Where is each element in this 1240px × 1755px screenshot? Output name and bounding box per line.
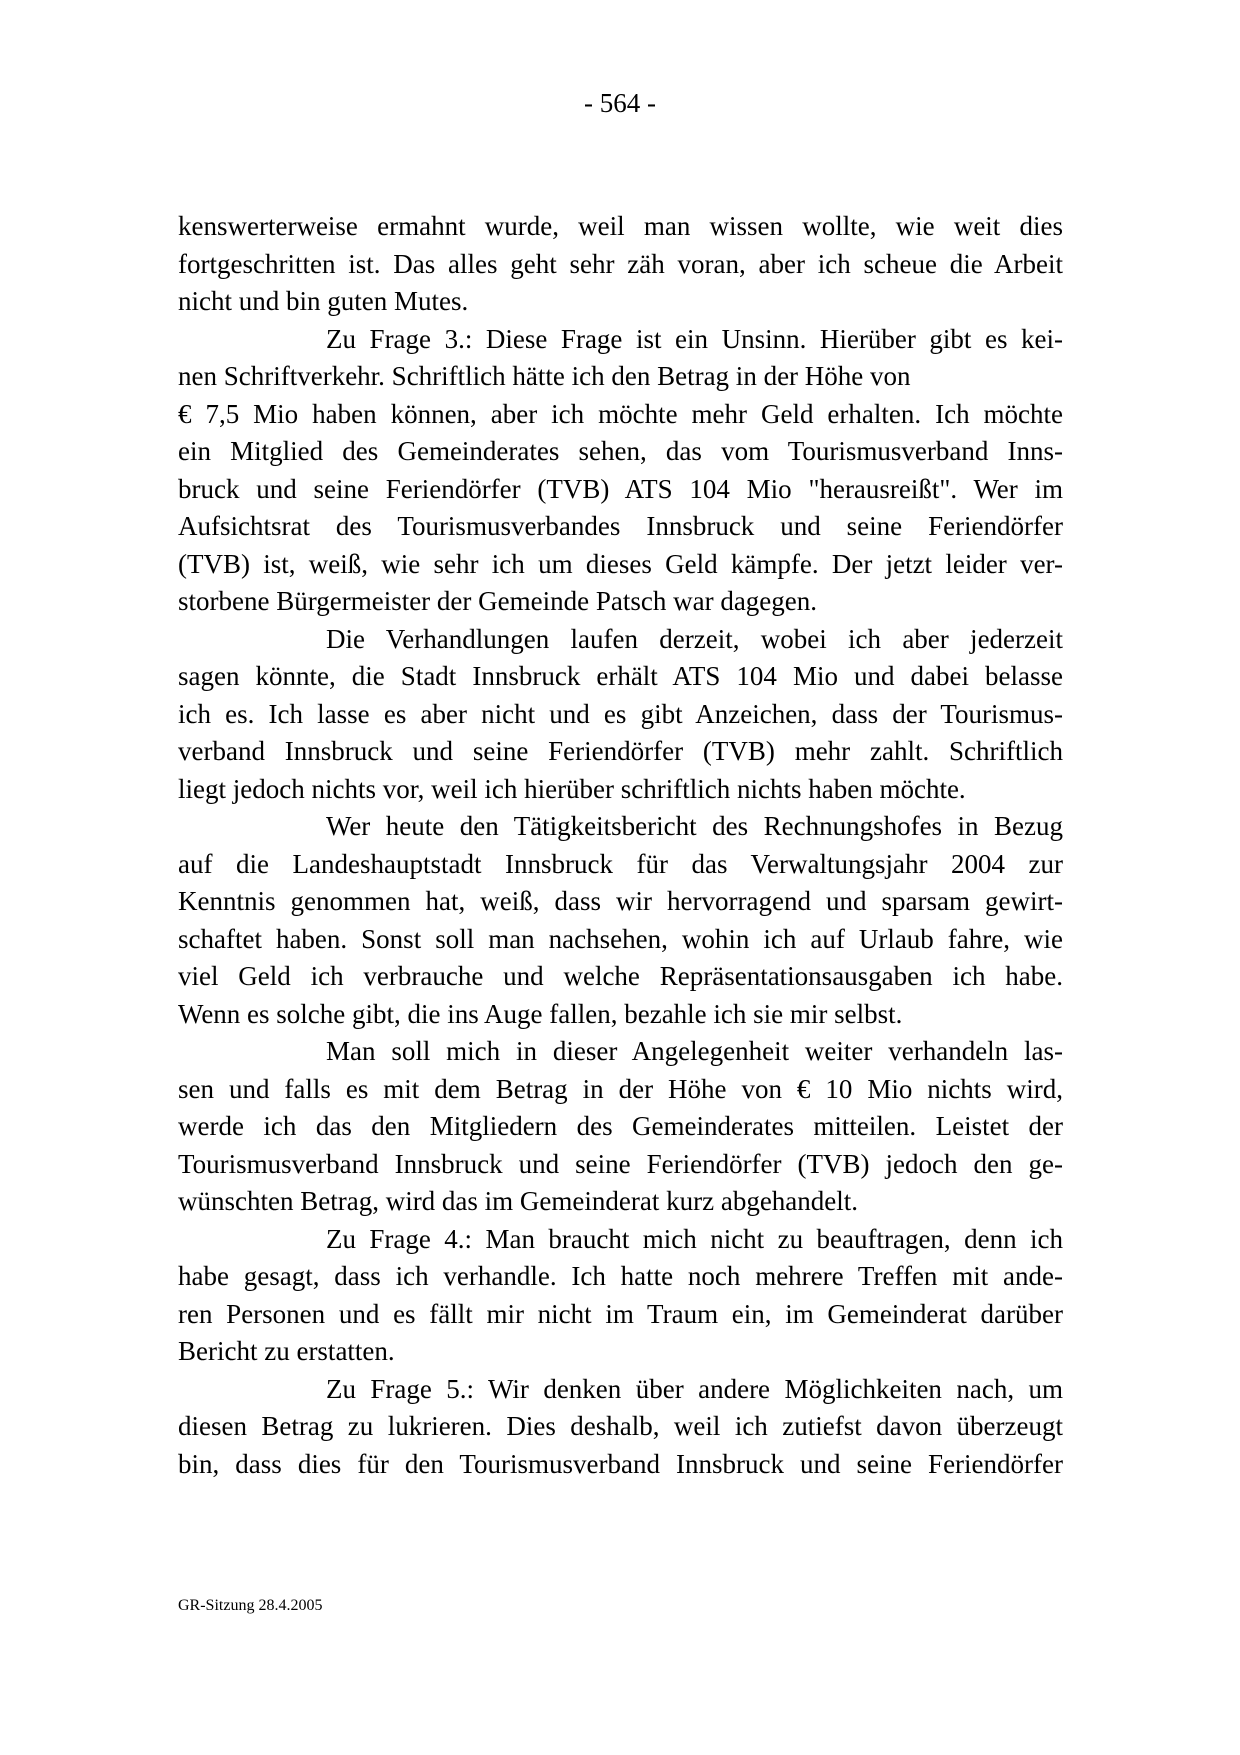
text-line: Aufsichtsrat des Tourismusverbandes Innsbruck und seine Feriendörfer [178, 511, 1063, 541]
document-body [178, 208, 1063, 1483]
text-line: sagen könnte, die Stadt Innsbruck erhält ATS 104 Mio und dabei belasse [178, 661, 1063, 691]
text-line: bin, dass dies für den Tourismusverband Innsbruck und seine Feriendörfer [178, 1448, 1063, 1479]
text-line: Kenntnis genommen hat, weiß, dass wir hervorragend und sparsam gewirt- [178, 886, 1063, 916]
text-line: auf die Landeshauptstadt Innsbruck für das Verwaltungsjahr 2004 zur [178, 848, 1063, 879]
text-line: Zu Frage 4.: Man braucht mich nicht zu beauftragen, denn ich [326, 1223, 1063, 1254]
text-line: viel Geld ich verbrauche und welche Repräsentationsausgaben ich habe. [178, 961, 1063, 991]
text-line: liegt jedoch nichts vor, weil ich hierüber schriftlich nichts haben möchte. [178, 773, 966, 804]
text-line: Bericht zu erstatten. [178, 1336, 395, 1366]
text-line: € 7,5 Mio haben können, aber ich möchte mehr Geld erhalten. Ich möchte [178, 398, 1063, 429]
text-line: nen Schriftverkehr. Schriftlich hätte ich den Betrag in der Höhe von [178, 361, 911, 391]
text-line: ich es. Ich lasse es aber nicht und es gibt Anzeichen, dass der Tourismus- [178, 698, 1063, 729]
text-line: (TVB) ist, weiß, wie sehr ich um dieses Geld kämpfe. Der jetzt leider ver- [178, 548, 1063, 579]
footer-session-date: GR-Sitzung 28.4.2005 [178, 1597, 323, 1614]
text-line: habe gesagt, dass ich verhandle. Ich hatte noch mehrere Treffen mit ande- [178, 1261, 1063, 1291]
text-line: fortgeschritten ist. Das alles geht sehr zäh voran, aber ich scheue die Arbeit [178, 248, 1063, 279]
text-line: sen und falls es mit dem Betrag in der Höhe von € 10 Mio nichts wird, [178, 1073, 1063, 1104]
text-line: ein Mitglied des Gemeinderates sehen, das vom Tourismusverband Inns- [178, 436, 1063, 466]
text-line: Wenn es solche gibt, die ins Auge fallen, bezahle ich sie mir selbst. [178, 998, 903, 1029]
text-line: diesen Betrag zu lukrieren. Dies deshalb, weil ich zutiefst davon überzeugt [178, 1411, 1063, 1441]
text-line: Zu Frage 3.: Diese Frage ist ein Unsinn. Hierüber gibt es kei- [326, 323, 1063, 354]
text-line: Tourismusverband Innsbruck und seine Feriendörfer (TVB) jedoch den ge- [178, 1148, 1063, 1179]
text-line: Wer heute den Tätigkeitsbericht des Rechnungshofes in Bezug [326, 811, 1063, 841]
text-line: bruck und seine Feriendörfer (TVB) ATS 104 Mio "herausreißt". Wer im [178, 473, 1063, 504]
text-line: verband Innsbruck und seine Feriendörfer (TVB) mehr zahlt. Schriftlich [178, 736, 1063, 766]
text-line: kenswerterweise ermahnt wurde, weil man wissen wollte, wie weit dies [178, 211, 1063, 241]
text-line: Man soll mich in dieser Angelegenheit weiter verhandeln las- [326, 1036, 1063, 1066]
text-line: ren Personen und es fällt mir nicht im Traum ein, im Gemeinderat darüber [178, 1298, 1063, 1329]
text-line: werde ich das den Mitgliedern des Gemeinderates mitteilen. Leistet der [178, 1111, 1063, 1141]
text-line: storbene Bürgermeister der Gemeinde Patsch war dagegen. [178, 586, 818, 616]
text-line: Die Verhandlungen laufen derzeit, wobei ich aber jederzeit [326, 623, 1063, 654]
page-number: - 564 - [584, 88, 656, 118]
text-line: Zu Frage 5.: Wir denken über andere Möglichkeiten nach, um [326, 1373, 1063, 1404]
text-line: wünschten Betrag, wird das im Gemeinderat kurz abgehandelt. [178, 1186, 859, 1216]
text-line: nicht und bin guten Mutes. [178, 286, 469, 316]
text-line: schaftet haben. Sonst soll man nachsehen, wohin ich auf Urlaub fahre, wie [178, 923, 1063, 954]
